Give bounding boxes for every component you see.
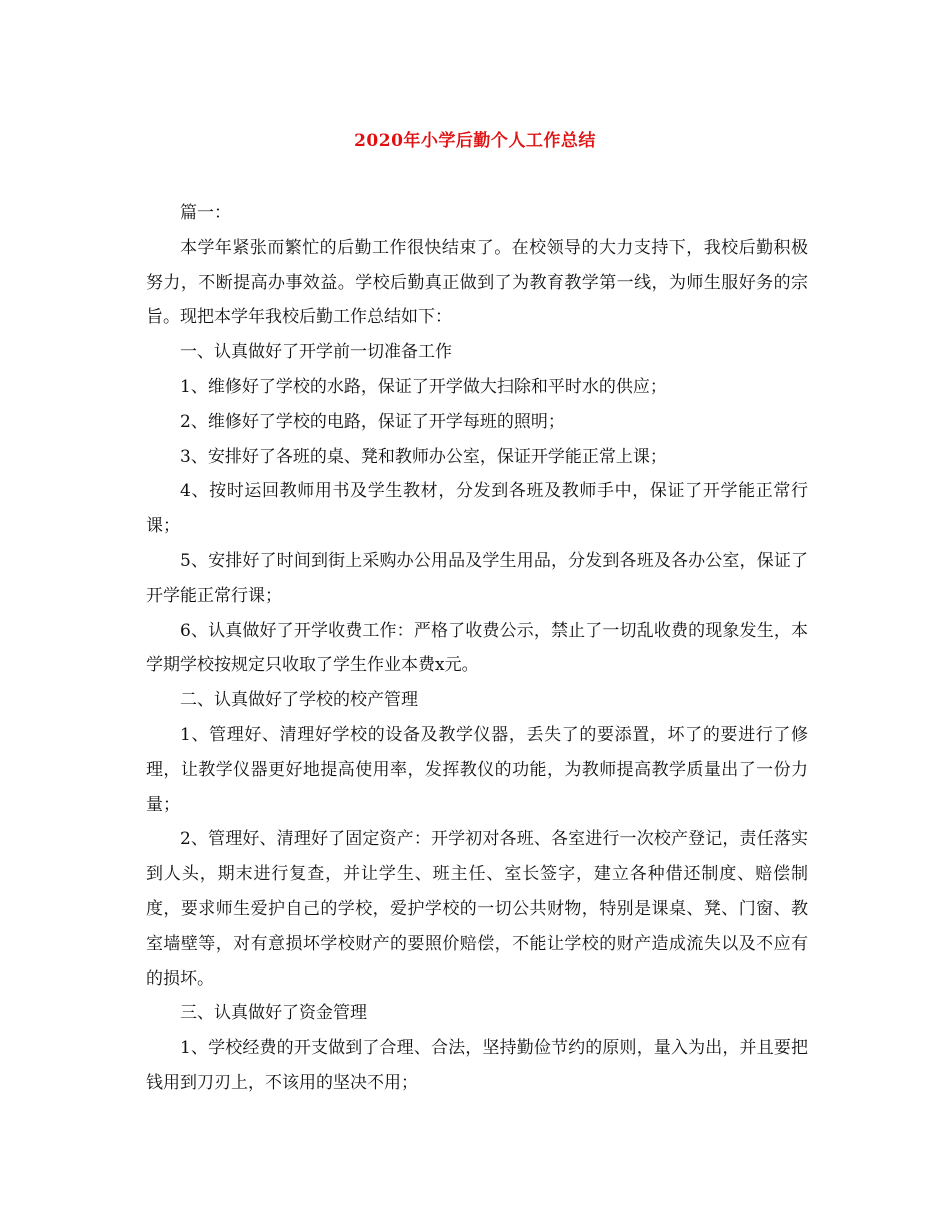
list-item: 4、按时运回教师用书及学生教材，分发到各班及教师手中，保证了开学能正常行课； [146,481,808,537]
section-heading: 一、认真做好了开学前一切准备工作 [180,342,452,363]
paragraph: 本学年紧张而繁忙的后勤工作很快结束了。在校领导的大力支持下，我校后勤积极努力，不断提高办事效益。学校后勤真正做到了为教育教学第一线，为师生服好务的宗旨。现把本学年我校后勤工作总结如下： [146,237,808,328]
section-heading: 三、认真做好了资金管理 [180,1003,367,1024]
list-item: 3、安排好了各班的桌、凳和教师办公室，保证开学能正常上课； [180,446,667,467]
list-item: 1、学校经费的开支做到了合理、合法，坚持勤俭节约的原则，量入为出，并且要把钱用到刀刃上，不该用的坚决不用； [146,1038,808,1093]
document-body [146,196,808,1101]
list-item: 1、管理好、清理好学校的设备及教学仪器，丢失了的要添置，坏了的要进行了修理，让教学仪器更好地提高使用率，发挥教仪的功能，为教师提高教学质量出了一份力量； [146,724,808,815]
document-title: 2020年小学后勤个人工作总结 [354,131,596,151]
section-heading: 二、认真做好了学校的校产管理 [180,690,418,711]
list-item: 1、维修好了学校的水路，保证了开学做大扫除和平时水的供应； [180,376,667,397]
paragraph: 篇一： [180,203,231,223]
list-item: 2、维修好了学校的电路，保证了开学每班的照明； [180,411,565,432]
list-item: 5、安排好了时间到街上采购办公用品及学生用品，分发到各班及各办公室，保证了开学能正常行课； [146,550,808,606]
list-item: 2、管理好、清理好了固定资产：开学初对各班、各室进行一次校产登记，责任落实到人头，期末进行复查，并让学生、班主任、室长签字，建立各种借还制度、赔偿制度，要求师生爱护自己的学校，爱护学校的一切公共财物，特别是课桌、凳、门窗、教室墙壁等，对有意损坏学校财产的要照价赔偿，不能让学校的财产造成流失以及不应有的损坏。 [146,829,808,989]
list-item: 6、认真做好了开学收费工作：严格了收费公示，禁止了一切乱收费的现象发生，本学期学校按规定只收取了学生作业本费x元。 [146,620,808,676]
